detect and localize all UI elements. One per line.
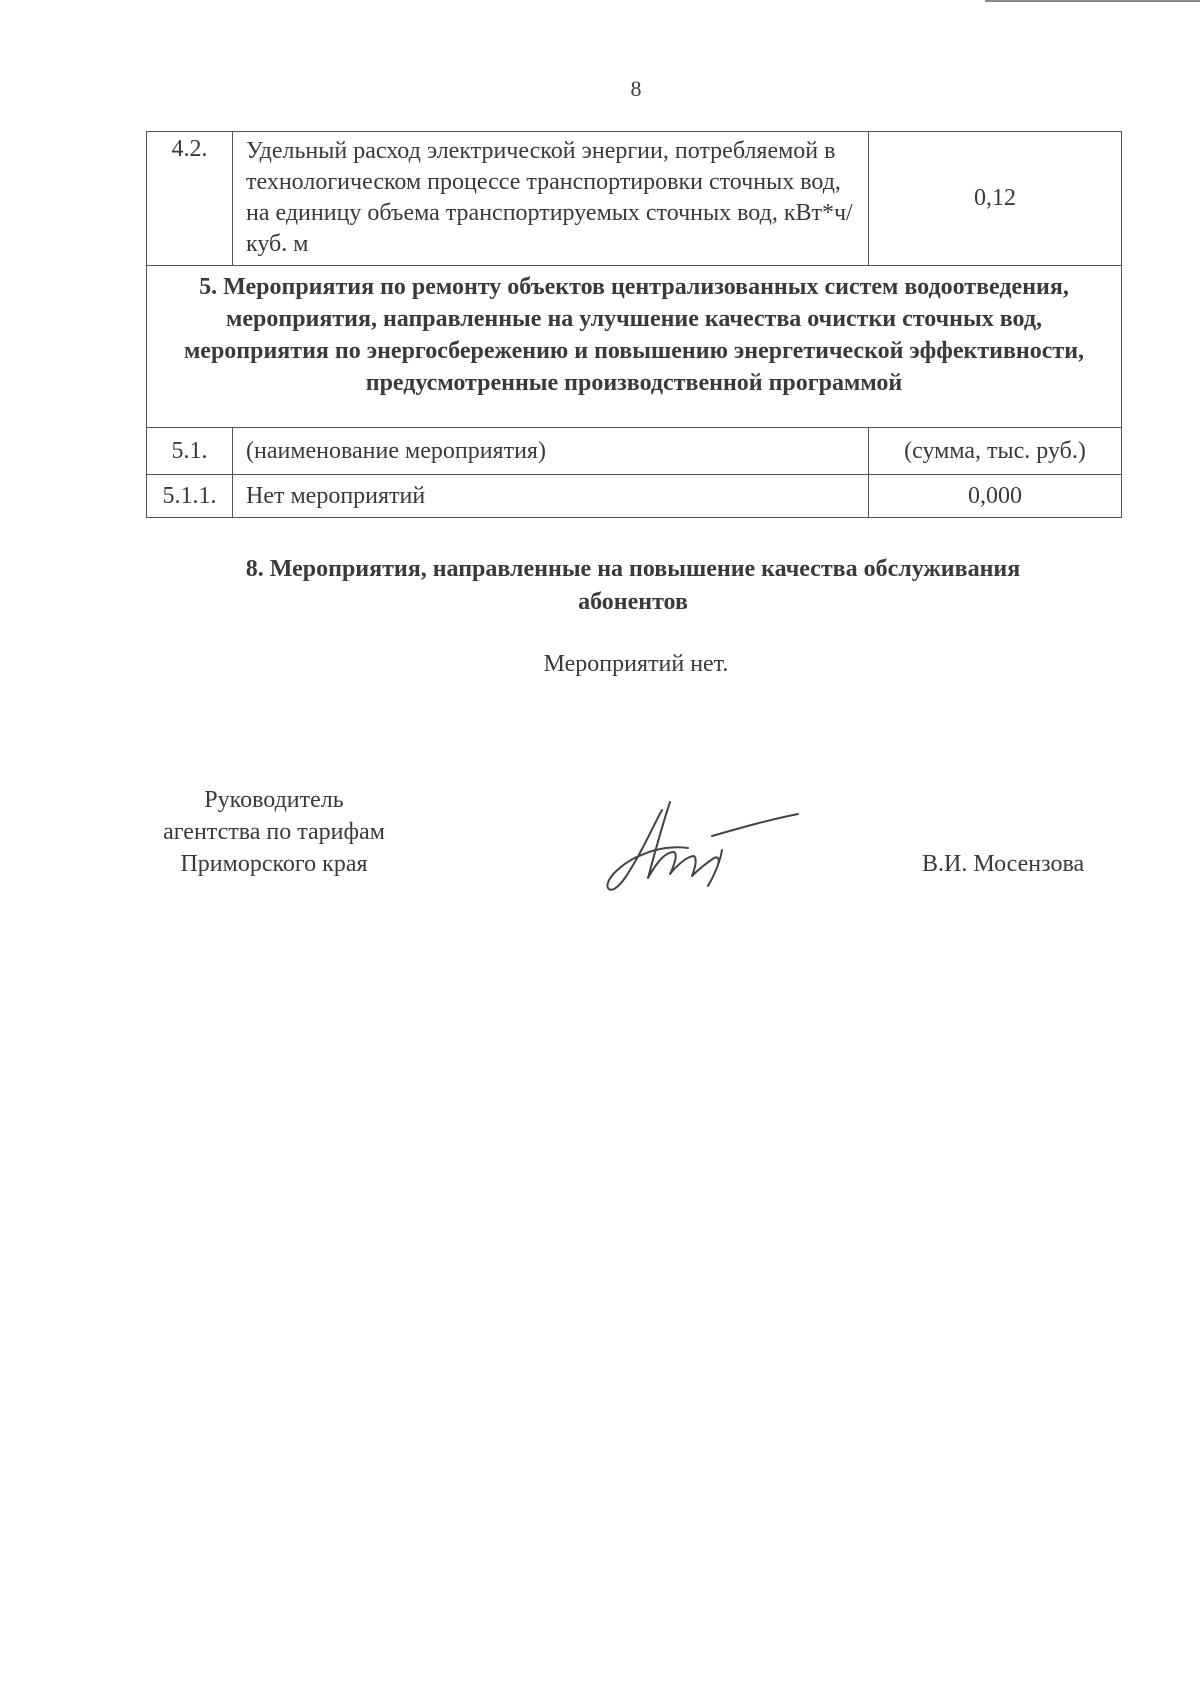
row-value: 0,000 (869, 475, 1122, 518)
top-edge-rule (985, 0, 1200, 2)
position-line: агентства по тарифам (163, 819, 385, 845)
section-5-heading-row (147, 266, 1122, 428)
page-number: 8 (630, 76, 642, 101)
handwritten-signature (600, 790, 810, 900)
row-value: 0,12 (869, 132, 1122, 266)
table-row (147, 475, 1122, 518)
row-description: Нет мероприятий (233, 475, 869, 518)
row-number: 5.1.1. (147, 475, 233, 518)
table-row (147, 428, 1122, 475)
row-description: (наименование мероприятия) (233, 428, 869, 475)
row-description: Удельный расход электрической энергии, потребляемой в технологическом процессе транспортировки сточных вод, на единицу объема транспортируемых сточных вод, кВт*ч/куб. м (233, 132, 869, 266)
row-value: (сумма, тыс. руб.) (869, 428, 1122, 475)
signatory-name: В.И. Мосензова (922, 851, 1085, 877)
position-line: Приморского края (180, 851, 368, 877)
position-line: Руководитель (204, 787, 344, 813)
row-number: 5.1. (147, 428, 233, 475)
program-table (146, 131, 1122, 518)
section-8-title: 8. Мероприятия, направленные на повышение качества обслуживания абонентов (245, 556, 1021, 615)
section-8-text: Мероприятий нет. (543, 651, 729, 677)
section-5-title: 5. Мероприятия по ремонту объектов централизованных систем водоотведения, мероприятия, направленные на улучшение качества очистки сточных вод, мероприятия по энергосбережению и повышению энергетической эффективности, предусмотренные производственной программой (147, 266, 1122, 428)
table-row (147, 132, 1122, 266)
row-number: 4.2. (147, 132, 233, 266)
signatory-position (130, 784, 418, 880)
